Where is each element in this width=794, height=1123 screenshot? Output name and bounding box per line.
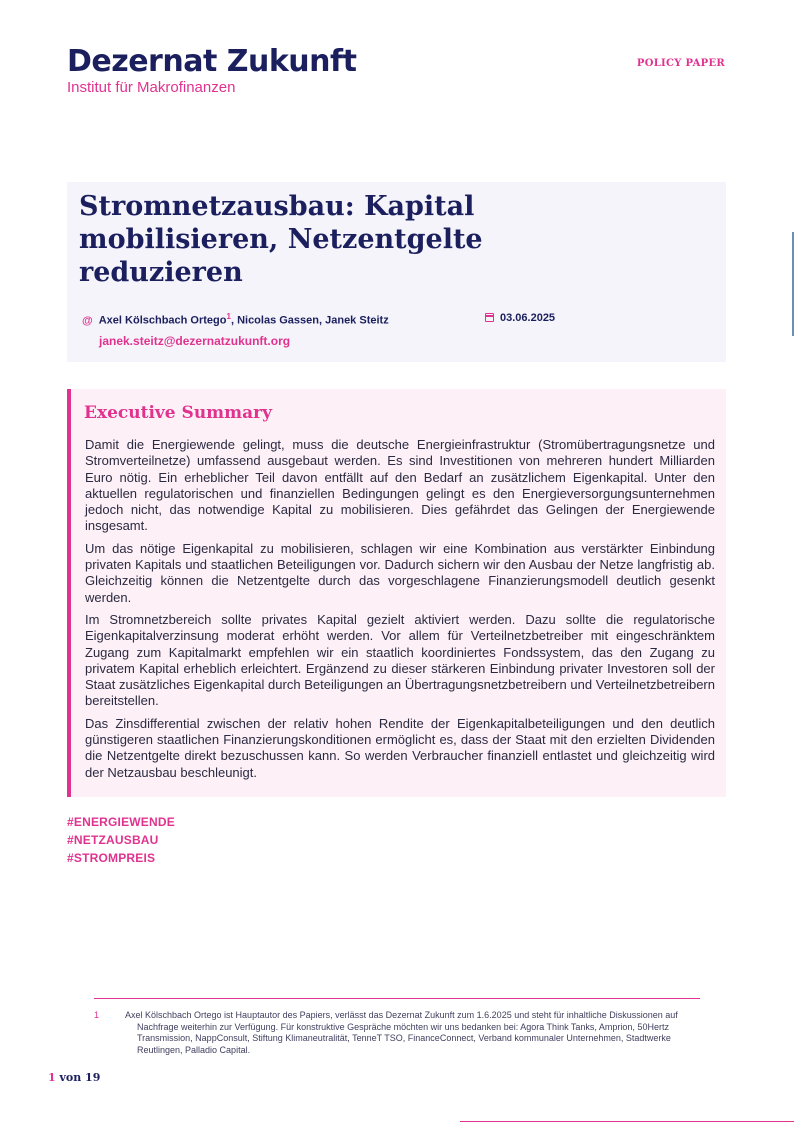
page-total: 19: [85, 1071, 101, 1084]
contact-email-link[interactable]: janek.steitz@dezernatzukunft.org: [99, 334, 291, 348]
at-icon: @: [82, 314, 93, 327]
summary-paragraph: Im Stromnetzbereich sollte privates Kapital gezielt aktiviert werden. Dazu sollte die regulatorische Eigenkapitalverzinsung moderat erhöht werden. Vor allem für Verteilnetzbetreiber mit eingeschränktem Zugang zum Kapitalmarkt empfehlen wir ein staatlich koordiniertes Fondssystem, das den Zugang zu privatem Kapital erheblich erleichtert. Ergänzend zu dieser stärkeren Einbindung privater Investoren soll der Staat zusätzliches Eigenkapital durch Beteiligungen an Übertragungsnetzbetreibern und Verteilnetzbetreibern bereitstellen.: [85, 611, 715, 709]
publication-date: [485, 312, 555, 324]
bottom-divider: [460, 1121, 794, 1122]
page-number: [48, 1071, 100, 1084]
summary-paragraph: Um das nötige Eigenkapital zu mobilisieren, schlagen wir eine Kombination aus verstärkter Einbindung privaten Kapitals und staatlichen Beteiligungen vor. Dadurch sichern wir den Ausbau der Netze langfristig ab. Gleichzeitig können die Netzentgelte durch das vorgeschlagene Finanzierungsmodell deutlich gesenkt werden.: [85, 540, 715, 605]
title-block: [67, 182, 726, 362]
document-title: Stromnetzausbau: Kapital mobilisieren, Netzentgelte reduzieren: [79, 191, 483, 288]
tag-list: [67, 813, 175, 867]
page-current: 1: [48, 1071, 56, 1084]
footnote: [94, 1010, 700, 1056]
summary-heading: Executive Summary: [84, 403, 273, 423]
footnote-text: Axel Kölschbach Ortego ist Hauptautor des Papiers, verlässt das Dezernat Zukunft zum 1.6.2025 und steht für inhaltliche Diskussionen auf Nachfrage weiterhin zur Verfügung. Für konstruktive Gespräche möchten wir uns bedanken bei: Agora Think Tanks, Amprion, 50Hertz Transmission, NappConsult, Stiftung Klimaneutralität, TenneT TSO, FinanceConnect, Verband kommunaler Unternehmen, Stadtwerke Reutlingen, Palladio Capital.: [125, 1010, 678, 1055]
document-type-label: POLICY PAPER: [636, 58, 725, 69]
calendar-icon: [485, 313, 494, 322]
summary-body: [85, 437, 715, 787]
tag-strompreis[interactable]: #STROMPREIS: [67, 851, 156, 865]
footnote-number: 1: [94, 1010, 100, 1020]
summary-paragraph: Damit die Energiewende gelingt, muss die deutsche Energieinfrastruktur (Stromübertragungsnetze und Stromverteilnetze) umfassend ausgebaut werden. Es sind Investitionen von mehreren hundert Milliarden Euro nötig. Ein erheblicher Teil davon entfällt auf den Bedarf an zusätzlichem Eigenkapital. Unter den aktuellen regulatorischen und finanziellen Bedingungen gelingt es den Energieversorgungsunternehmen jedoch nicht, das notwendige Kapital zu mobilisieren. Dies gefährdet das Gelingen der Energiewende insgesamt.: [85, 437, 715, 534]
tag-energiewende[interactable]: #ENERGIEWENDE: [67, 815, 175, 829]
logo-subtitle: Institut für Makrofinanzen: [67, 79, 236, 96]
footnote-mark[interactable]: 1: [226, 312, 231, 321]
executive-summary: [67, 389, 726, 797]
author-others: , Nicolas Gassen, Janek Steitz: [230, 314, 389, 327]
logo: [67, 44, 356, 96]
logo-name: Dezernat Zukunft: [67, 44, 357, 79]
page-separator: von: [55, 1071, 86, 1084]
tag-netzausbau[interactable]: #NETZAUSBAU: [67, 833, 159, 847]
date-text: 03.06.2025: [500, 312, 556, 324]
author-primary: Axel Kölschbach Ortego: [98, 314, 227, 327]
authors: [82, 312, 389, 327]
footnote-divider: [94, 998, 700, 999]
summary-paragraph: Das Zinsdifferential zwischen der relativ hohen Rendite der Eigenkapitalbeteiligungen und den deutlich günstigeren staatlichen Finanzierungskonditionen ermöglicht es, dass der Staat mit den erzielten Dividenden die Netzentgelte direkt bezuschussen kann. So werden Verbraucher finanziell entlastet und gleichzeitig wird der Netzausbau beschleunigt.: [85, 715, 715, 780]
